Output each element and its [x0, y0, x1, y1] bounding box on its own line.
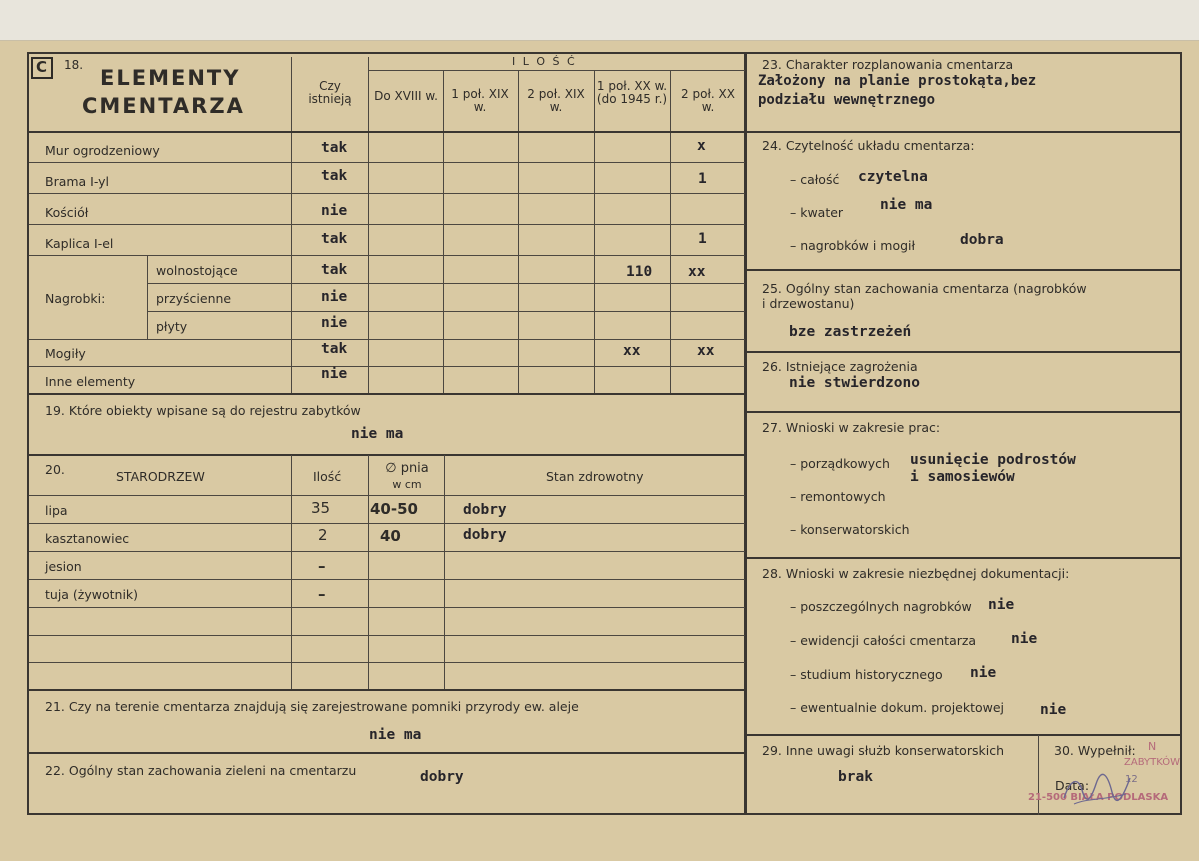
- freestanding-period4: 110: [626, 264, 653, 280]
- stamp-zabytkow: ZABYTKÓW: [1124, 757, 1180, 768]
- row-label-gate: Brama I-yl: [45, 174, 110, 189]
- signature: [1060, 768, 1140, 808]
- row-label-graves: Mogiły: [45, 346, 86, 361]
- q28-item3-label: – studium historycznego: [790, 667, 943, 682]
- q30-label: 30. Wypełnił:: [1054, 743, 1136, 758]
- freestanding-period5: xx: [688, 264, 706, 280]
- row-label-church: Kościół: [45, 205, 89, 220]
- chapel-period5: 1: [698, 231, 707, 247]
- exists-church: nie: [321, 203, 348, 219]
- graves-period4: xx: [623, 343, 641, 359]
- tree-diam-lipa: 40-50: [370, 500, 418, 518]
- tree-name-jesion: jesion: [45, 559, 82, 574]
- col-period-2: 1 poł. XIX w.: [451, 87, 509, 114]
- tree-qty-tuja: –: [318, 585, 326, 603]
- q20-col-diam-2: w cm: [392, 478, 422, 491]
- exists-wall-mounted: nie: [321, 289, 348, 305]
- q28-item1-label: – poszczególnych nagrobków: [790, 599, 972, 614]
- col-period-3: 2 poł. XIX w.: [527, 87, 585, 114]
- q24-item2-label: – kwater: [790, 205, 844, 220]
- q28-item4-answer: nie: [1040, 702, 1067, 718]
- q28-item3-answer: nie: [970, 665, 997, 681]
- q22-label: 22. Ogólny stan zachowania zieleni na cmentarzu: [45, 763, 357, 778]
- tree-qty-lipa: 35: [311, 499, 331, 517]
- q26-label: 26. Istniejące zagrożenia: [762, 359, 918, 374]
- q19-answer: nie ma: [351, 426, 404, 442]
- q20-title: STARODRZEW: [116, 469, 205, 484]
- section-title-line2: CMENTARZA: [82, 94, 245, 118]
- q20-number: 20.: [45, 462, 65, 477]
- wall-period5: x: [697, 138, 706, 154]
- section-title-line1: ELEMENTY: [100, 66, 241, 90]
- gate-period5: 1: [698, 171, 707, 187]
- q25-label-line1: 25. Ogólny stan zachowania cmentarza (nagrobków: [762, 281, 1087, 296]
- tree-qty-kasztanowiec: 2: [318, 526, 328, 544]
- tree-name-lipa: lipa: [45, 503, 68, 518]
- col-period-5: 2 poł. XX w.: [681, 87, 735, 114]
- exists-gate: tak: [321, 168, 348, 184]
- section-number: 18.: [64, 58, 84, 72]
- q20-col-diam-1: ∅ pnia: [385, 461, 429, 476]
- q26-answer: nie stwierdzono: [789, 375, 920, 391]
- q24-item3-answer: dobra: [960, 232, 1004, 248]
- q28-item1-answer: nie: [988, 597, 1015, 613]
- q29-answer: brak: [838, 769, 873, 785]
- q25-label-line2: i drzewostanu): [762, 296, 855, 311]
- q24-item3-label: – nagrobków i mogił: [790, 238, 916, 253]
- col-exists-header: Czy istnieją: [308, 79, 352, 106]
- exists-wall: tak: [321, 140, 348, 156]
- q24-item2-answer: nie ma: [880, 197, 933, 213]
- row-label-other: Inne elementy: [45, 374, 136, 389]
- q22-answer: dobry: [420, 769, 464, 785]
- row-label-freestanding: wolnostojące: [156, 263, 238, 278]
- q21-label: 21. Czy na terenie cmentarza znajdują się zarejestrowane pomniki przyrody ew. aleje: [45, 699, 579, 714]
- row-label-chapel: Kaplica I-el: [45, 236, 114, 251]
- stamp-city: 21-500 BIAŁA PODLASKA: [1028, 792, 1169, 803]
- q24-item1-label: – całość: [790, 172, 840, 187]
- q25-answer: bze zastrzeżeń: [789, 324, 912, 340]
- q27-item3-label: – konserwatorskich: [790, 522, 910, 537]
- q27-item2-label: – remontowych: [790, 489, 886, 504]
- q19-label: 19. Które obiekty wpisane są do rejestru zabytków: [45, 403, 361, 418]
- tree-name-tuja: tuja (żywotnik): [45, 587, 139, 602]
- row-label-wall: Mur ogrodzeniowy: [45, 143, 160, 158]
- q20-col-qty: Ilość: [313, 469, 342, 484]
- ilosc-header: I L O Ś Ć: [512, 55, 577, 68]
- tree-health-kasztanowiec: dobry: [463, 527, 507, 543]
- tree-qty-jesion: –: [318, 557, 326, 575]
- row-label-wall-mounted: przyścienne: [156, 291, 232, 306]
- q23-answer-line1: Założony na planie prostokąta,bez: [758, 73, 1037, 89]
- q24-label: 24. Czytelność układu cmentarza:: [762, 138, 975, 153]
- q27-item1-answer-line2: i samosiewów: [910, 469, 1015, 485]
- q28-item2-label: – ewidencji całości cmentarza: [790, 633, 977, 648]
- exists-freestanding: tak: [321, 262, 348, 278]
- q30-date-label: Data:: [1055, 778, 1090, 793]
- card-top-edge: [0, 0, 1199, 41]
- q28-label: 28. Wnioski w zakresie niezbędnej dokumentacji:: [762, 566, 1070, 581]
- exists-slabs: nie: [321, 315, 348, 331]
- section-letter: C: [36, 58, 48, 76]
- nagrobki-label: Nagrobki:: [45, 291, 106, 306]
- q20-col-health: Stan zdrowotny: [546, 469, 644, 484]
- exists-chapel: tak: [321, 231, 348, 247]
- q23-label: 23. Charakter rozplanowania cmentarza: [762, 57, 1014, 72]
- tree-health-lipa: dobry: [463, 502, 507, 518]
- q23-answer-line2: podziału wewnętrznego: [758, 92, 936, 108]
- tree-diam-kasztanowiec: 40: [380, 527, 401, 545]
- q21-answer: nie ma: [369, 727, 422, 743]
- q29-label: 29. Inne uwagi służb konserwatorskich: [762, 743, 1004, 758]
- row-label-slabs: płyty: [156, 319, 188, 334]
- tree-name-kasztanowiec: kasztanowiec: [45, 531, 130, 546]
- stamp-date: 12: [1125, 774, 1138, 785]
- col-period-4: 1 poł. XX w. (do 1945 r.): [596, 79, 668, 106]
- stamp-n: N: [1148, 740, 1157, 753]
- exists-graves: tak: [321, 341, 348, 357]
- q24-item1-answer: czytelna: [858, 169, 928, 185]
- q28-item4-label: – ewentualnie dokum. projektowej: [790, 700, 1005, 715]
- q27-label: 27. Wnioski w zakresie prac:: [762, 420, 941, 435]
- graves-period5: xx: [697, 343, 715, 359]
- q27-item1-label: – porządkowych: [790, 456, 890, 471]
- q28-item2-answer: nie: [1011, 631, 1038, 647]
- exists-other: nie: [321, 366, 348, 382]
- q27-item1-answer-line1: usunięcie podrostów: [910, 452, 1076, 468]
- col-period-1: Do XVIII w.: [374, 89, 438, 103]
